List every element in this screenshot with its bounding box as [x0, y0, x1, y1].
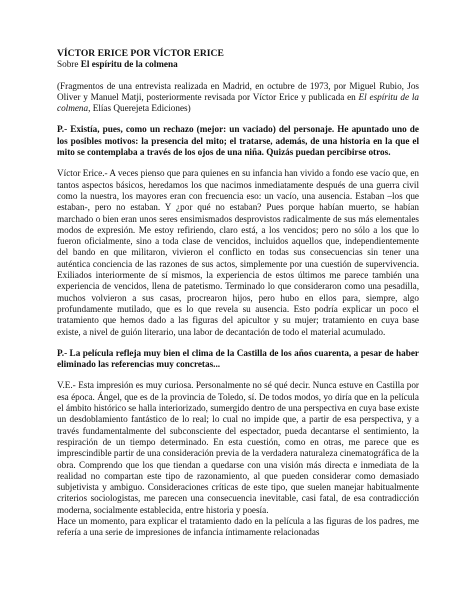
answer-1: Víctor Erice.- A veces pienso que para quienes en su infancia han vivido a fondo ese vacío que, en tantos aspectos básicos, heredamos los que nacimos inmediatamente después de una guerra civil como la nuestra, los mayores eran con frecuencia eso: un vacío, una ausencia. Estaban –los que estaban-, pero no estaban. Y ¿por qué no estaban? Pues porque habían muerto, se habían marchado o bien eran unos seres ensimismados desprovistos radicalmente de sus más elementales modos de expresión. Me estoy refiriendo, claro está, a los vencidos; pero no sólo a los que lo fueron oficialmente, sino a toda clase de vencidos, incluidos aquellos que, independientemente del bando en que militaron, vivieron el conflicto en todas sus consecuencias sin tener una auténtica conciencia de las razones de sus actos, simplemente por una cuestión de supervivencia. Exiliados interiormente de sí mismos, la experiencia de estos últimos me parece también una experiencia de vencidos, llena de patetismo. Terminado lo que consideraron como una pesadilla, muchos volvieron a sus casas, procrearon hijos, pero hubo en ellos para, siempre, algo profundamente mutilado, que es lo que revela su ausencia. Esto podría explicar un poco el tratamiento que hemos dado a las figuras del apicultor y su mujer; tratamiento en cuya base existe, a nivel de guión literario, una labor de decantación de todo el material acumulado.	[57, 168, 419, 337]
document-title: VÍCTOR ERICE POR VÍCTOR ERICE	[57, 48, 224, 59]
intro-text-a: (Fragmentos de una entrevista realizada en Madrid, en octubre de 1973, por Miguel Rubio, Jos Oliver y Manuel Matji, posteriormente revisada por Víctor Erice y publicada en	[57, 80, 419, 102]
question-1: P.- Existía, pues, como un rechazo (mejor: un vaciado) del personaje. He apuntado uno de los posibles motivos: la presencia del mito; el tratarse, además, de una historia en la que el mito se contemplaba a través de los ojos de una niña. Quizás puedan percibirse otros.	[57, 124, 419, 158]
answer-2-continued: Hace un momento, para explicar el tratamiento dado en la película a las figuras de los padres, me refería a una serie de impresiones de infancia íntimamente relacionadas	[57, 515, 419, 538]
question-2: P.- La película refleja muy bien el clima de la Castilla de los años cuarenta, a pesar de haber eliminado las referencias muy concretas...	[57, 347, 419, 370]
intro-text-b: , Elías Querejeta Ediciones)	[88, 103, 191, 114]
intro-paragraph	[57, 81, 419, 115]
document-page	[57, 48, 419, 539]
intro-film-title: El espíritu de la colmena	[57, 91, 419, 114]
subtitle-film: El espíritu de la colmena	[80, 59, 178, 70]
document-subtitle	[57, 59, 419, 70]
answer-2: V.E.- Esta impresión es muy curiosa. Personalmente no sé qué decir. Nunca estuve en Castilla por esa época. Ángel, que es de la provincia de Toledo, sí. De todos modos, yo diría que en la película el ámbito histórico se halla interiorizado, sumergido dentro de una perspectiva en cuya base existe un desdoblamiento fantástico de lo real; lo cual no impide que, a partir de esa perspectiva, y a través fundamentalmente del subconsciente del espectador, pueda decantarse el sentimiento, la respiración de un tiempo determinado. En esta cuestión, como en otras, me parece que es imprescindible partir de una consideración previa de la verdadera naturaleza cinematográfica de la obra. Comprendo que los que tiendan a quedarse con una visión más directa e inmediata de la realidad no compartan este tipo de razonamiento, al que pueden considerar como demasiado subjetivista y ambiguo. Consideraciones críticas de este tipo, que suelen manejar habitualmente criterios sociologistas, me parecen una consecuencia inevitable, casi fatal, de esa contradicción moderna, socialmente establecida, entre historia y poesía.	[57, 380, 419, 515]
subtitle-prefix: Sobre	[57, 59, 81, 70]
